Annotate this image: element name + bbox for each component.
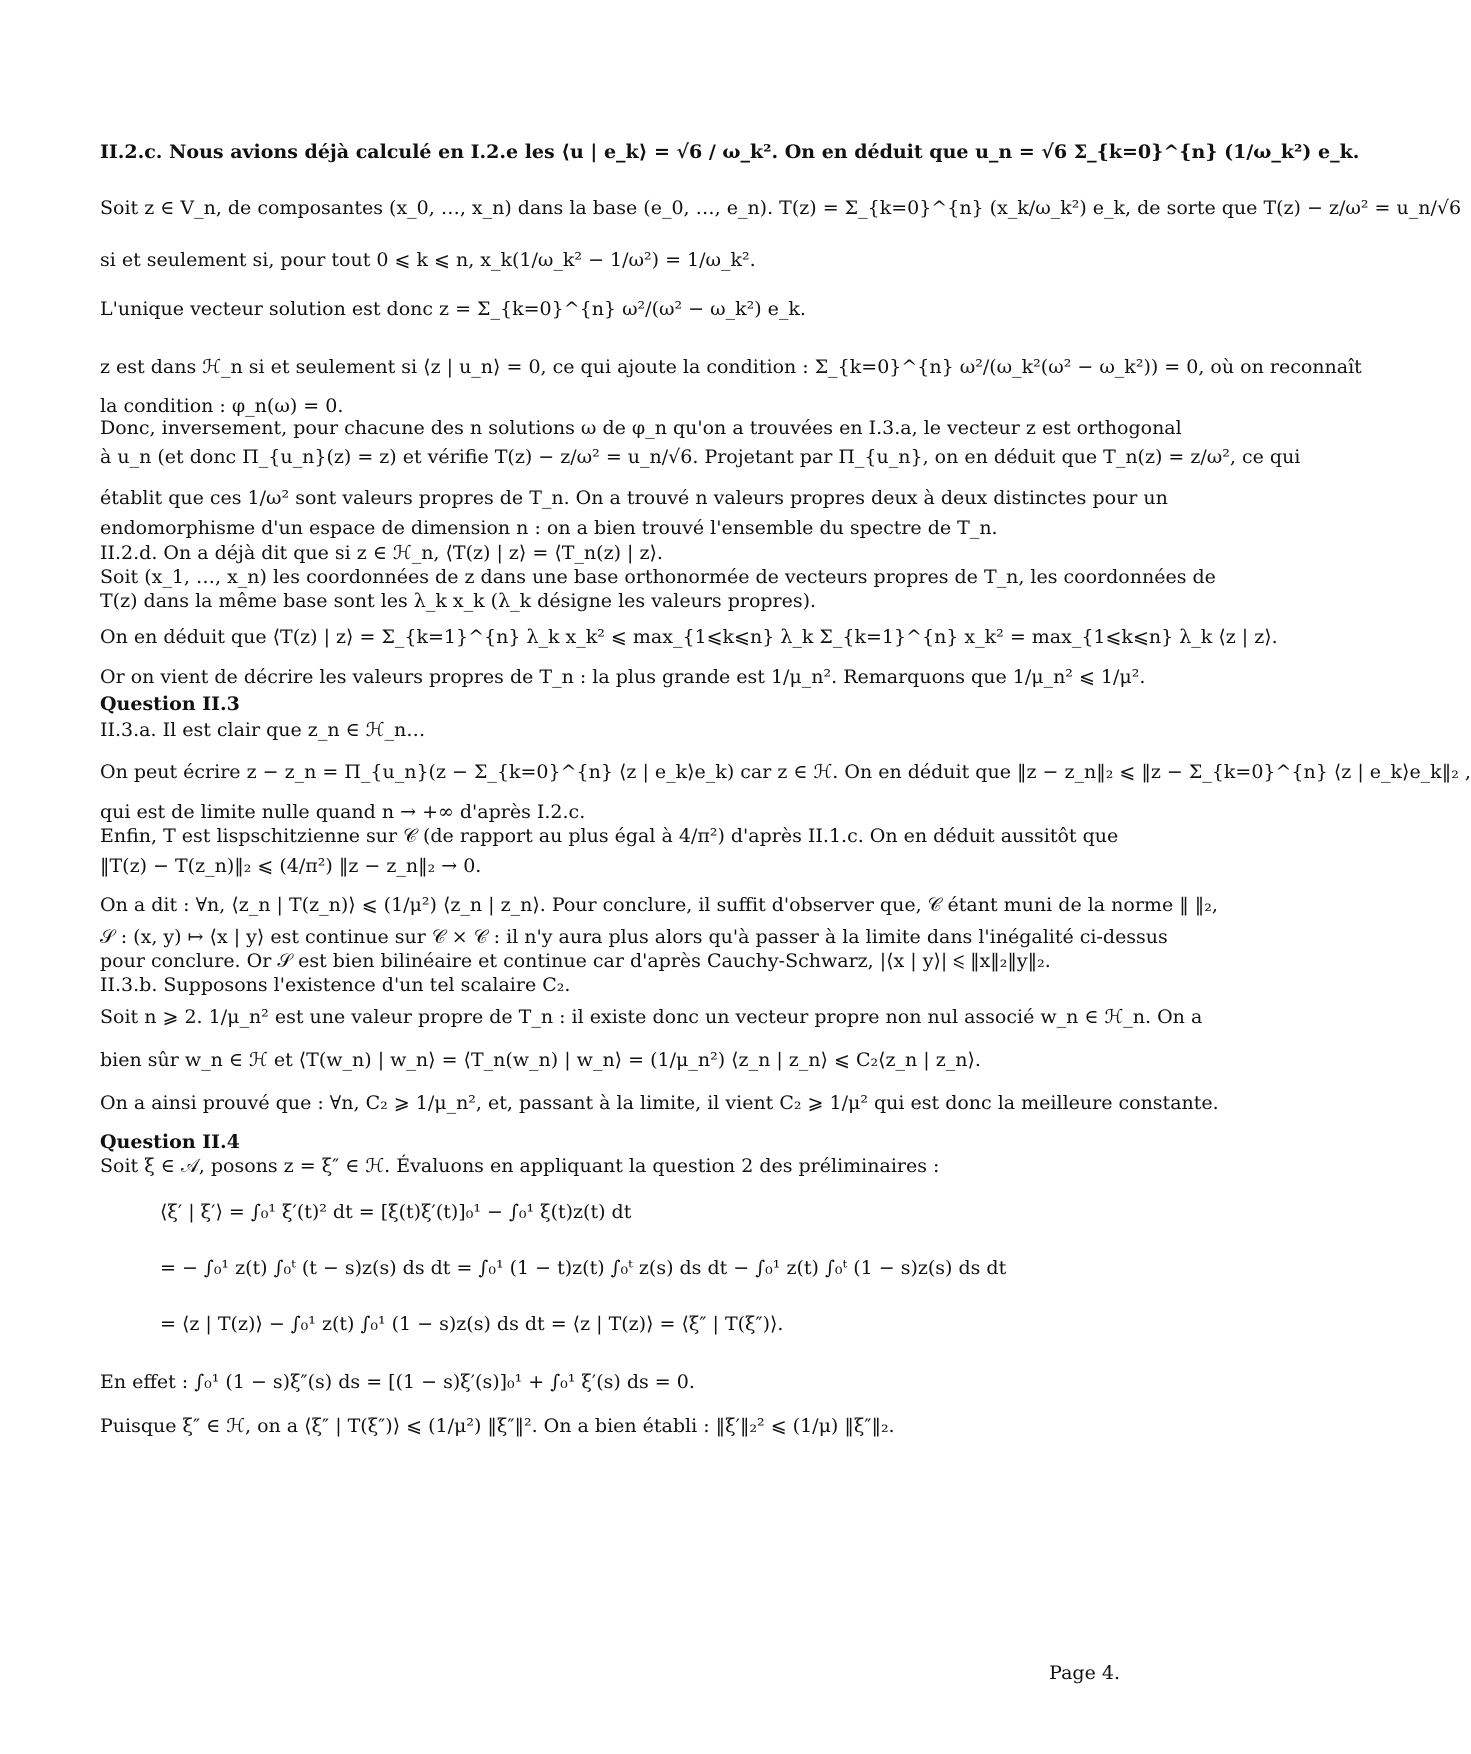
text-line: Soit ξ ∈ 𝒜, posons z = ξ″ ∈ ℋ. Évaluons en appliquant la question 2 des préliminaires :: [100, 1155, 940, 1177]
text-line: Soit z ∈ V_n, de composantes (x_0, …, x_n) dans la base (e_0, …, e_n). T(z) = Σ_{k=0}^{n} (x_k/ω_k²) e_k, de sorte que T(z) − z/ω² = u_n/√6: [100, 197, 1462, 219]
text-line: pour conclure. Or 𝒮 est bien bilinéaire et continue car d'après Cauchy-Schwarz, |⟨x | y⟩| ⩽ ‖x‖₂‖y‖₂.: [100, 950, 1051, 972]
text-line: T(z) dans la même base sont les λ_k x_k (λ_k désigne les valeurs propres).: [100, 590, 817, 612]
page-number: Page 4.: [1049, 1662, 1120, 1684]
text-line: II.2.d. On a déjà dit que si z ∈ ℋ_n, ⟨T(z) | z⟩ = ⟨T_n(z) | z⟩.: [100, 542, 663, 564]
text-line: II.3.a. Il est clair que z_n ∈ ℋ_n…: [100, 719, 426, 741]
text-line: II.2.c. Nous avions déjà calculé en I.2.e les ⟨u | e_k⟩ = √6 / ω_k². On en déduit que u_n = √6 Σ_{k=0}^{n} (1/ω_k²) e_k.: [100, 141, 1360, 163]
document-page: [100, 0, 1471, 1754]
section-heading: Question II.3: [100, 693, 240, 715]
text-line: Enfin, T est lispschitzienne sur 𝒞 (de rapport au plus égal à 4/π²) d'après II.1.c. On en déduit aussitôt que: [100, 825, 1119, 847]
equation-line: = − ∫₀¹ z(t) ∫₀ᵗ (t − s)z(s) ds dt = ∫₀¹ (1 − t)z(t) ∫₀ᵗ z(s) ds dt − ∫₀¹ z(t) ∫₀ᵗ (1 − s)z(s) ds dt: [160, 1257, 1007, 1279]
text-line: On a ainsi prouvé que : ∀n, C₂ ⩾ 1/μ_n², et, passant à la limite, il vient C₂ ⩾ 1/μ² qui est donc la meilleure constante.: [100, 1092, 1219, 1114]
text-line: bien sûr w_n ∈ ℋ et ⟨T(w_n) | w_n⟩ = ⟨T_n(w_n) | w_n⟩ = (1/μ_n²) ⟨z_n | z_n⟩ ⩽ C₂⟨z_n | z_n⟩.: [100, 1049, 981, 1071]
text-line: II.3.b. Supposons l'existence d'un tel scalaire C₂.: [100, 974, 571, 996]
text-line: On a dit : ∀n, ⟨z_n | T(z_n)⟩ ⩽ (1/μ²) ⟨z_n | z_n⟩. Pour conclure, il suffit d'observer que, 𝒞 étant muni de la norme ‖ ‖₂,: [100, 894, 1218, 916]
text-line: On en déduit que ⟨T(z) | z⟩ = Σ_{k=1}^{n} λ_k x_k² ⩽ max_{1⩽k⩽n} λ_k Σ_{k=1}^{n} x_k² = max_{1⩽k⩽n} λ_k ⟨z | z⟩.: [100, 626, 1278, 648]
text-line: En effet : ∫₀¹ (1 − s)ξ″(s) ds = [(1 − s)ξ′(s)]₀¹ + ∫₀¹ ξ′(s) ds = 0.: [100, 1371, 695, 1393]
text-line: z est dans ℋ_n si et seulement si ⟨z | u_n⟩ = 0, ce qui ajoute la condition : Σ_{k=0}^{n} ω²/(ω_k²(ω² − ω_k²)) = 0, où on reconnaît: [100, 356, 1362, 378]
text-line: Soit n ⩾ 2. 1/μ_n² est une valeur propre de T_n : il existe donc un vecteur propre non nul associé w_n ∈ ℋ_n. On a: [100, 1006, 1203, 1028]
text-line: Or on vient de décrire les valeurs propres de T_n : la plus grande est 1/μ_n². Remarquons que 1/μ_n² ⩽ 1/μ².: [100, 666, 1146, 688]
text-line: si et seulement si, pour tout 0 ⩽ k ⩽ n, x_k(1/ω_k² − 1/ω²) = 1/ω_k².: [100, 249, 756, 271]
section-heading: Question II.4: [100, 1131, 240, 1153]
text-line: Puisque ξ″ ∈ ℋ, on a ⟨ξ″ | T(ξ″)⟩ ⩽ (1/μ²) ‖ξ″‖². On a bien établi : ‖ξ′‖₂² ⩽ (1/μ) ‖ξ″‖₂.: [100, 1415, 895, 1437]
text-line: Soit (x_1, …, x_n) les coordonnées de z dans une base orthonormée de vecteurs propres de T_n, les coordonnées de: [100, 566, 1216, 588]
text-line: Donc, inversement, pour chacune des n solutions ω de φ_n qu'on a trouvées en I.3.a, le vecteur z est orthogonal: [100, 417, 1182, 439]
text-line: endomorphisme d'un espace de dimension n : on a bien trouvé l'ensemble du spectre de T_n.: [100, 517, 998, 539]
text-line: à u_n (et donc Π_{u_n}(z) = z) et vérifie T(z) − z/ω² = u_n/√6. Projetant par Π_{u_n}, on en déduit que T_n(z) = z/ω², ce qui: [100, 446, 1301, 468]
text-line: 𝒮 : (x, y) ↦ ⟨x | y⟩ est continue sur 𝒞 × 𝒞 : il n'y aura plus alors qu'à passer à la limite dans l'inégalité ci-dessus: [100, 926, 1168, 948]
text-line: la condition : φ_n(ω) = 0.: [100, 395, 344, 417]
text-line: On peut écrire z − z_n = Π_{u_n}(z − Σ_{k=0}^{n} ⟨z | e_k⟩e_k) car z ∈ ℋ. On en déduit que ‖z − z_n‖₂ ⩽ ‖z − Σ_{k=0}^{n} ⟨z | e_k⟩e_k‖₂ ,: [100, 761, 1471, 783]
text-line: L'unique vecteur solution est donc z = Σ_{k=0}^{n} ω²/(ω² − ω_k²) e_k.: [100, 298, 806, 320]
text-line: ‖T(z) − T(z_n)‖₂ ⩽ (4/π²) ‖z − z_n‖₂ → 0.: [100, 855, 482, 877]
equation-line: ⟨ξ′ | ξ′⟩ = ∫₀¹ ξ′(t)² dt = [ξ(t)ξ′(t)]₀¹ − ∫₀¹ ξ(t)z(t) dt: [160, 1201, 632, 1223]
equation-line: = ⟨z | T(z)⟩ − ∫₀¹ z(t) ∫₀¹ (1 − s)z(s) ds dt = ⟨z | T(z)⟩ = ⟨ξ″ | T(ξ″)⟩.: [160, 1313, 784, 1335]
text-line: établit que ces 1/ω² sont valeurs propres de T_n. On a trouvé n valeurs propres deux à deux distinctes pour un: [100, 487, 1168, 509]
text-line: qui est de limite nulle quand n → +∞ d'après I.2.c.: [100, 801, 586, 823]
